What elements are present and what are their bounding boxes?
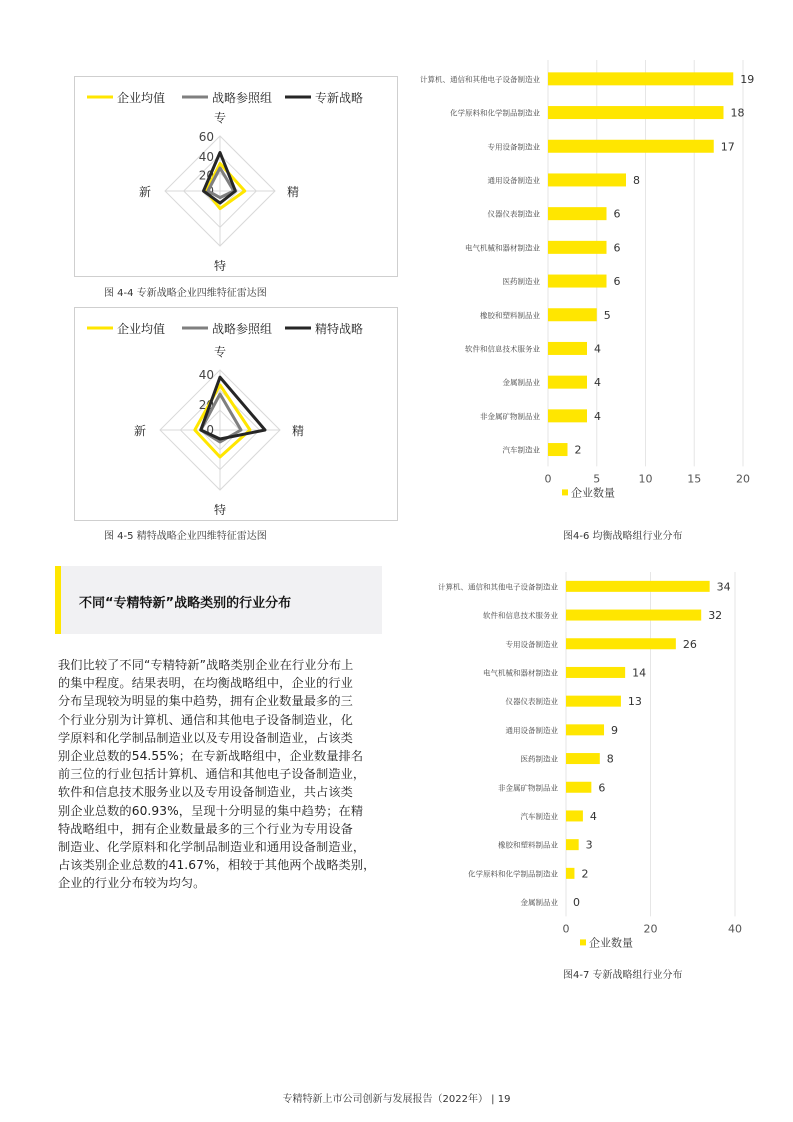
bar-chart-1 xyxy=(400,60,793,525)
bar-value-label: 17 xyxy=(720,140,735,154)
radar-axis-label: 专 xyxy=(213,111,227,125)
bar xyxy=(548,72,733,85)
radar-tick-label: 0 xyxy=(206,184,214,198)
category-label: 专用设备制造业 xyxy=(487,142,540,152)
legend-swatch xyxy=(580,939,586,945)
bar-value-label: 9 xyxy=(611,723,619,737)
bar-value-label: 19 xyxy=(740,72,755,86)
bar xyxy=(548,275,607,288)
category-label: 金属制品业 xyxy=(502,378,540,388)
category-label: 软件和信息技术服务业 xyxy=(483,611,558,621)
radar-chart-1-svg xyxy=(75,77,397,276)
body-line: 的集中程度。结果表明，在均衡战略组中，企业的行业 xyxy=(58,676,353,691)
bar xyxy=(548,106,724,119)
bar-value-label: 13 xyxy=(627,695,642,709)
bar-value-label: 4 xyxy=(594,342,601,356)
bar-chart-1-title: 图4-6 均衡战略组行业分布 xyxy=(563,531,683,542)
section-heading-box xyxy=(55,566,382,634)
bar-value-label: 6 xyxy=(598,781,606,795)
bar-value-label: 26 xyxy=(682,637,697,651)
x-tick-label: 0 xyxy=(544,472,552,486)
bar xyxy=(566,782,591,793)
bar xyxy=(548,140,714,153)
legend-label: 专新战略 xyxy=(315,91,364,105)
radar-chart-2-caption: 图 4-5 精特战略企业四维特征雷达图 xyxy=(104,531,267,542)
category-label: 汽车制造业 xyxy=(520,811,558,821)
category-label: 电气机械和器材制造业 xyxy=(465,243,540,253)
bar-value-label: 4 xyxy=(594,376,601,390)
bar xyxy=(566,696,621,707)
bar xyxy=(548,241,607,254)
radar-chart-1-caption: 图 4-4 专新战略企业四维特征雷达图 xyxy=(104,288,267,299)
category-label: 化学原料和化学制品制造业 xyxy=(450,108,540,118)
bar-value-label: 4 xyxy=(589,809,597,823)
body-line: 前三位的行业包括计算机、通信和其他电子设备制造业， xyxy=(58,767,366,782)
body-line: 别企业总数的60.93%，呈现十分明显的集中趋势；在精 xyxy=(58,803,364,818)
bar-value-label: 6 xyxy=(613,207,621,221)
category-label: 仪器仪表制造业 xyxy=(487,209,540,219)
category-label: 非金属矿物制品业 xyxy=(480,411,540,421)
category-label: 仪器仪表制造业 xyxy=(505,697,558,707)
bar-value-label: 8 xyxy=(633,173,640,187)
radar-chart-2 xyxy=(74,307,398,521)
category-label: 金属制品业 xyxy=(520,898,558,908)
bar xyxy=(566,724,604,735)
bar-value-label: 34 xyxy=(716,580,731,594)
bar-chart-2 xyxy=(400,572,793,962)
bar xyxy=(548,342,587,355)
category-label: 计算机、通信和其他电子设备制造业 xyxy=(420,74,540,84)
category-label: 计算机、通信和其他电子设备制造业 xyxy=(438,582,558,592)
bar xyxy=(566,839,579,850)
bar xyxy=(548,409,587,422)
radar-tick-label: 20 xyxy=(198,397,214,412)
bar-value-label: 3 xyxy=(585,838,593,852)
section-title: 不同“专精特新”战略类别的行业分布 xyxy=(79,596,292,611)
category-label: 软件和信息技术服务业 xyxy=(465,344,540,354)
category-label: 非金属矿物制品业 xyxy=(498,783,558,793)
x-tick-label: 5 xyxy=(593,472,601,486)
radar-axis-label: 新 xyxy=(133,424,147,438)
bar xyxy=(566,581,710,592)
x-tick-label: 10 xyxy=(638,472,653,486)
bar-value-label: 0 xyxy=(573,896,580,910)
radar-tick-label: 40 xyxy=(198,367,214,382)
x-tick-label: 40 xyxy=(728,922,742,936)
bar xyxy=(566,810,583,821)
category-label: 橡胶和塑料制品业 xyxy=(498,840,558,850)
bar-value-label: 6 xyxy=(613,275,621,289)
bar-value-label: 6 xyxy=(613,241,621,255)
bar-value-label: 18 xyxy=(730,106,745,120)
body-line: 分布呈现较为明显的集中趋势，拥有企业数量最多的三 xyxy=(58,694,353,709)
category-label: 化学原料和化学制品制造业 xyxy=(468,869,558,879)
bar xyxy=(548,308,597,321)
body-line: 制造业、化学原料和化学制品制造业和通用设备制造业， xyxy=(58,840,366,855)
category-label: 汽车制造业 xyxy=(502,445,540,455)
bar-chart-2-title: 图4-7 专新战略组行业分布 xyxy=(563,970,683,981)
legend-label: 战略参照组 xyxy=(212,91,273,105)
bar xyxy=(566,753,600,764)
bar-value-label: 2 xyxy=(581,867,589,881)
legend-swatch xyxy=(562,489,568,495)
category-label: 专用设备制造业 xyxy=(505,639,558,649)
radar-axis-label: 专 xyxy=(213,345,227,359)
radar-tick-label: 40 xyxy=(198,149,214,164)
bar xyxy=(548,376,587,389)
category-label: 通用设备制造业 xyxy=(487,175,540,185)
body-line: 企业的行业分布较为均匀。 xyxy=(58,876,206,891)
category-label: 橡胶和塑料制品业 xyxy=(480,310,540,320)
body-line: 我们比较了不同“专精特新”战略类别企业在行业分布上 xyxy=(58,658,354,672)
body-paragraph xyxy=(58,656,391,893)
bar xyxy=(566,610,701,621)
x-tick-label: 15 xyxy=(687,472,702,486)
x-tick-label: 20 xyxy=(643,922,658,936)
legend-label: 企业数量 xyxy=(589,936,633,950)
legend-label: 企业均值 xyxy=(117,322,166,336)
bar-value-label: 5 xyxy=(603,308,611,322)
radar-tick-label: 20 xyxy=(198,168,214,183)
bar xyxy=(566,638,676,649)
bar xyxy=(566,667,625,678)
bar xyxy=(548,173,626,186)
body-line: 别企业总数的54.55%；在专新战略组中，企业数量排名 xyxy=(58,749,364,764)
bar-value-label: 2 xyxy=(574,443,582,457)
radar-axis-label: 精 xyxy=(291,424,305,438)
legend-label: 战略参照组 xyxy=(212,322,273,336)
bar xyxy=(548,207,607,220)
page-footer: 专精特新上市公司创新与发展报告（2022年） | 19 xyxy=(282,1094,511,1105)
legend-label: 企业均值 xyxy=(117,91,166,105)
bar xyxy=(566,868,574,879)
bar-value-label: 4 xyxy=(594,409,601,423)
radar-tick-label: 0 xyxy=(206,423,214,437)
body-line: 软件和信息技术服务业以及专用设备制造业，共占该类 xyxy=(58,785,353,800)
bar-chart-2-svg xyxy=(400,572,793,962)
radar-axis-label: 新 xyxy=(138,185,152,199)
category-label: 医药制造业 xyxy=(502,277,540,287)
body-line: 学原料和化学制品制造业以及专用设备制造业，占该类 xyxy=(58,730,353,745)
x-tick-label: 0 xyxy=(562,922,570,936)
bar-value-label: 14 xyxy=(632,666,647,680)
body-line: 个行业分别为计算机、通信和其他电子设备制造业，化 xyxy=(58,712,353,727)
radar-tick-label: 60 xyxy=(198,130,214,145)
body-line: 占该类别企业总数的41.67%，相较于其他两个战略类别， xyxy=(58,858,376,873)
radar-axis-label: 特 xyxy=(213,259,227,273)
bar-value-label: 8 xyxy=(606,752,614,766)
radar-axis-label: 特 xyxy=(213,503,227,517)
radar-chart-1 xyxy=(74,76,398,277)
bar xyxy=(548,443,568,456)
bar-chart-1-svg xyxy=(400,60,793,525)
legend-label: 精特战略 xyxy=(315,322,364,336)
category-label: 电气机械和器材制造业 xyxy=(483,668,558,678)
category-label: 医药制造业 xyxy=(520,754,558,764)
legend-label: 企业数量 xyxy=(571,486,615,500)
category-label: 通用设备制造业 xyxy=(505,725,558,735)
bar-value-label: 32 xyxy=(708,609,723,623)
body-line: 特战略组中，拥有企业数量最多的三个行业为专用设备 xyxy=(58,821,353,836)
radar-chart-2-svg xyxy=(75,308,397,520)
x-tick-label: 20 xyxy=(736,472,750,486)
radar-axis-label: 精 xyxy=(286,185,300,199)
